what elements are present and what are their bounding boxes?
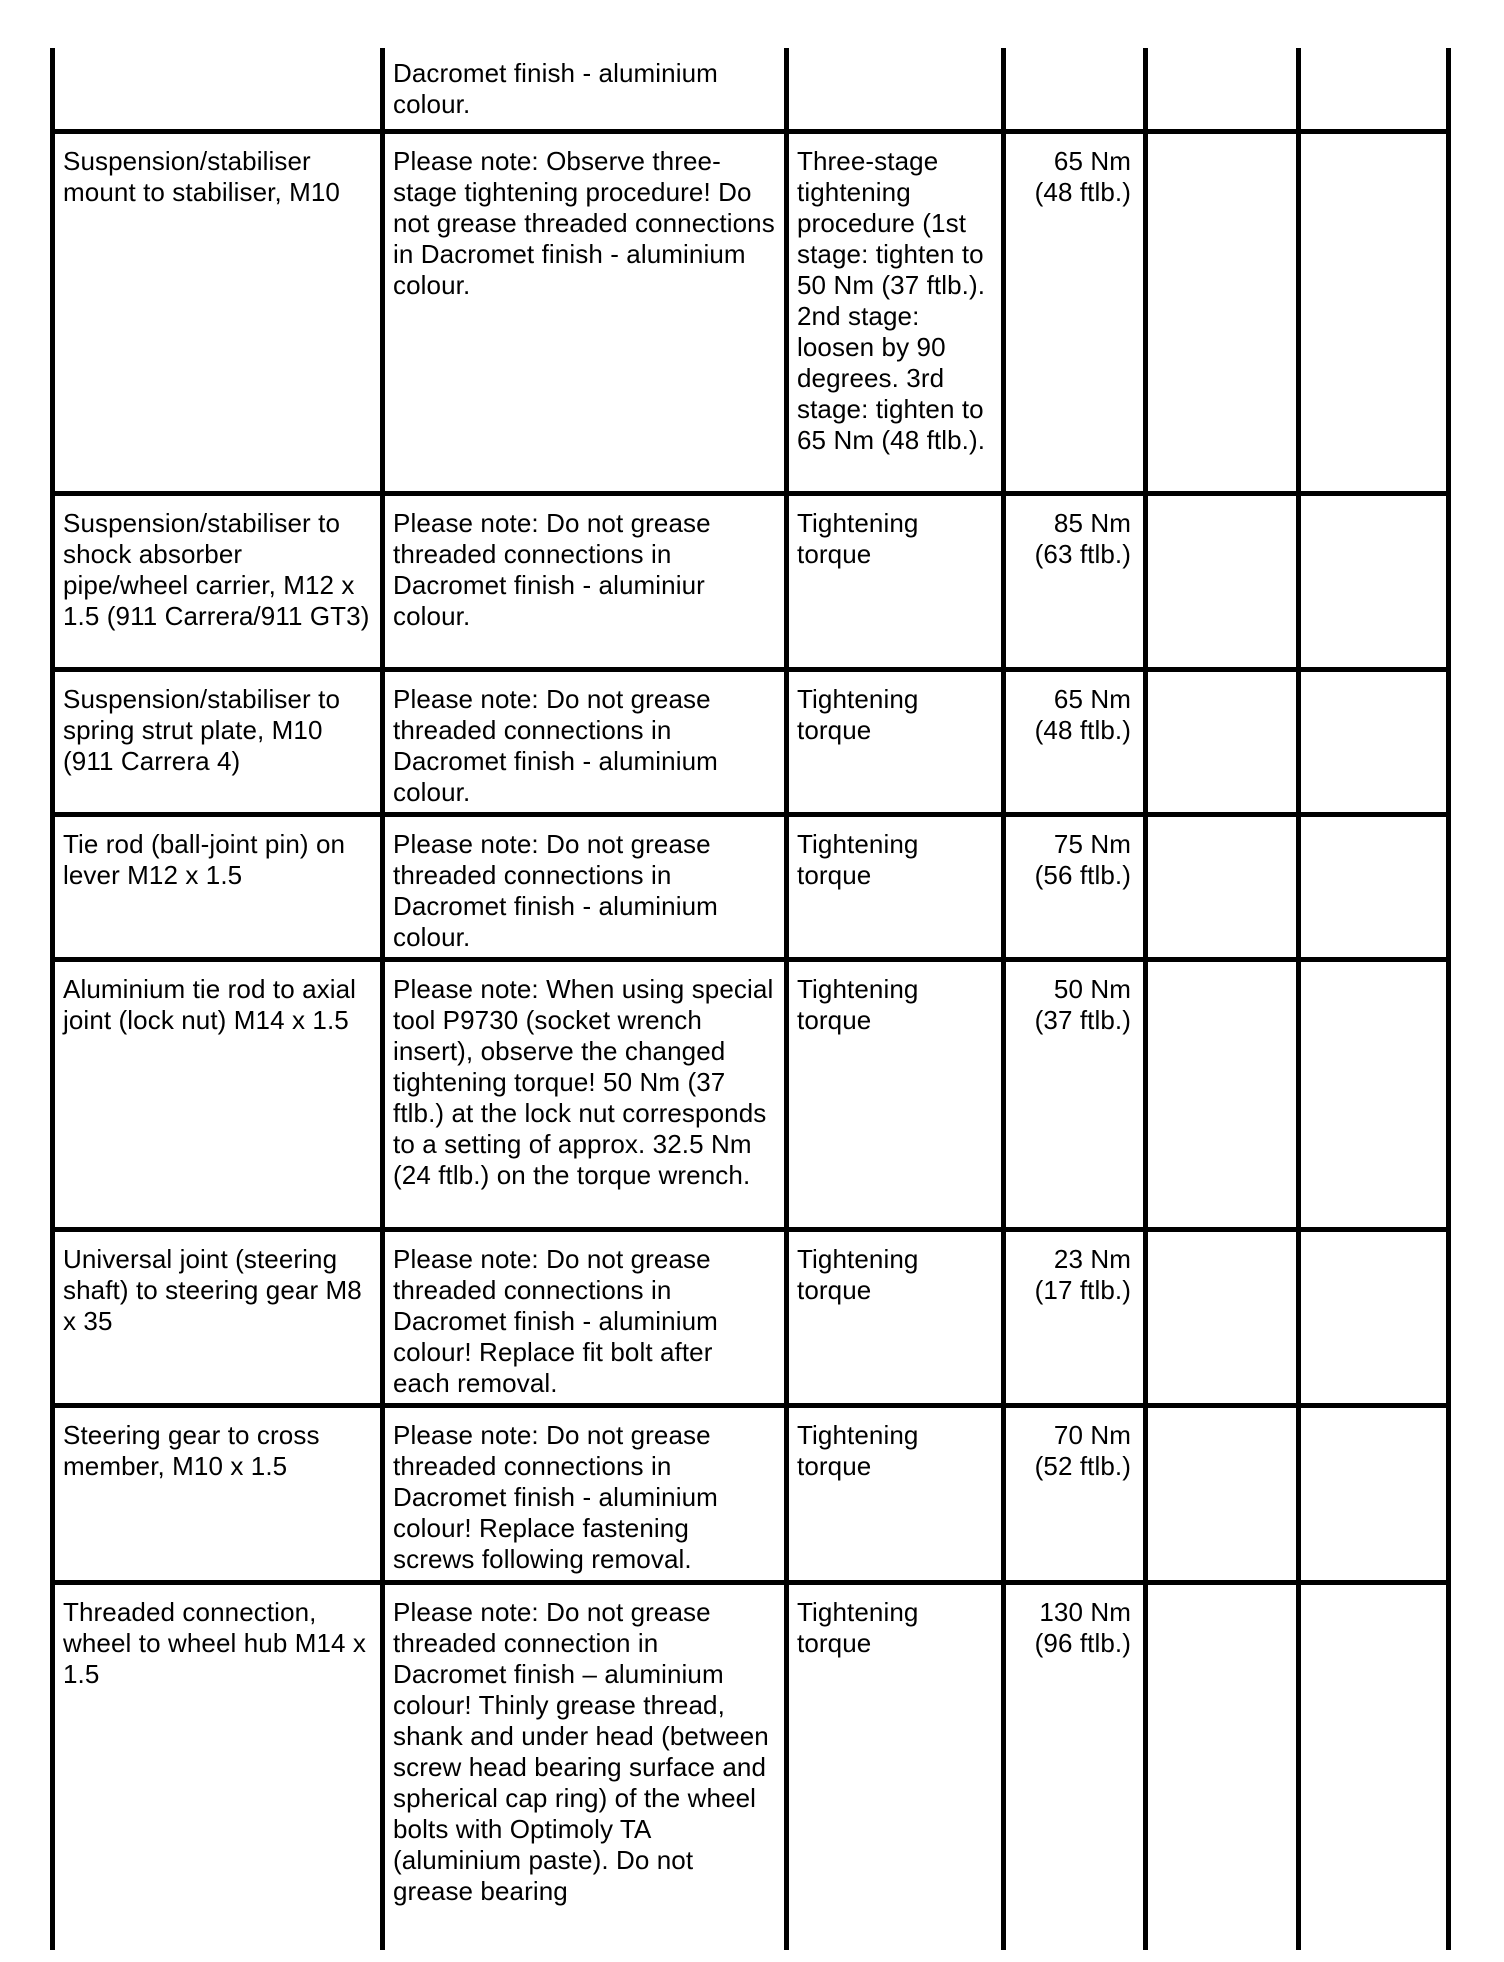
torque-value-cell — [1004, 959, 1146, 1229]
procedure-cell: Tightening torque — [787, 814, 1004, 959]
blank-cell — [1146, 1405, 1299, 1582]
blank-cell — [1146, 131, 1299, 493]
note-cell: Please note: Do not grease threaded connections in Dacromet finish - aluminiur colour. — [383, 493, 787, 669]
blank-cell — [1299, 131, 1449, 493]
blank-cell — [1146, 1582, 1299, 1950]
table-row — [53, 669, 1449, 814]
blank-cell — [1146, 959, 1299, 1229]
component-cell: Universal joint (steering shaft) to steering gear M8 x 35 — [53, 1229, 383, 1405]
torque-spec-table — [50, 48, 1451, 1950]
torque-nm: 23 Nm — [1053, 1243, 1131, 1274]
note-cell: Dacromet finish - aluminium colour. — [383, 48, 787, 131]
table-row — [53, 131, 1449, 493]
procedure-cell — [787, 48, 1004, 131]
component-cell: Suspension/stabiliser to spring strut plate, M10 (911 Carrera 4) — [53, 669, 383, 814]
table-row — [53, 814, 1449, 959]
blank-cell — [1146, 493, 1299, 669]
torque-nm: 85 Nm — [1053, 507, 1131, 538]
torque-nm: 65 Nm — [1053, 683, 1131, 714]
torque-ftlb: (17 ftlb.) — [1034, 1274, 1131, 1305]
table-row — [53, 48, 1449, 131]
procedure-cell: Three-stage tightening procedure (1st stage: tighten to 50 Nm (37 ftlb.). 2nd stage: loosen by 90 degrees. 3rd stage: tighten to 65 Nm (48 ftlb.). — [787, 131, 1004, 493]
torque-ftlb: (48 ftlb.) — [1034, 714, 1131, 745]
table-row — [53, 1405, 1449, 1582]
blank-cell — [1299, 1229, 1449, 1405]
procedure-cell: Tightening torque — [787, 1229, 1004, 1405]
note-cell: Please note: Observe three-stage tightening procedure! Do not grease threaded connections in Dacromet finish - aluminium colour. — [383, 131, 787, 493]
note-cell: Please note: Do not grease threaded connections in Dacromet finish - aluminium colour! Replace fastening screws following removal. — [383, 1405, 787, 1582]
blank-cell — [1299, 1582, 1449, 1950]
torque-value-cell — [1004, 669, 1146, 814]
torque-value-cell — [1004, 131, 1146, 493]
blank-cell — [1146, 814, 1299, 959]
blank-cell — [1299, 814, 1449, 959]
torque-value-cell — [1004, 493, 1146, 669]
component-cell: Aluminium tie rod to axial joint (lock nut) M14 x 1.5 — [53, 959, 383, 1229]
procedure-cell: Tightening torque — [787, 959, 1004, 1229]
table-row — [53, 493, 1449, 669]
table-row — [53, 1229, 1449, 1405]
torque-value-cell — [1004, 814, 1146, 959]
torque-nm: 70 Nm — [1053, 1419, 1131, 1450]
table-row — [53, 1582, 1449, 1950]
torque-ftlb: (48 ftlb.) — [1034, 176, 1131, 207]
procedure-cell: Tightening torque — [787, 669, 1004, 814]
blank-cell — [1146, 669, 1299, 814]
note-cell: Please note: Do not grease threaded connections in Dacromet finish - aluminium colour! Replace fit bolt after each removal. — [383, 1229, 787, 1405]
blank-cell — [1299, 1405, 1449, 1582]
note-cell: Please note: When using special tool P9730 (socket wrench insert), observe the changed tightening torque! 50 Nm (37 ftlb.) at the lock nut corresponds to a setting of approx. 32.5 Nm (24 ftlb.) on the torque wrench. — [383, 959, 787, 1229]
component-cell: Suspension/stabiliser to shock absorber pipe/wheel carrier, M12 x 1.5 (911 Carrera/911 GT3) — [53, 493, 383, 669]
blank-cell — [1299, 669, 1449, 814]
blank-cell — [1299, 48, 1449, 131]
torque-value-cell — [1004, 1405, 1146, 1582]
torque-value-cell — [1004, 48, 1146, 131]
torque-ftlb: (96 ftlb.) — [1034, 1627, 1131, 1658]
procedure-cell: Tightening torque — [787, 1582, 1004, 1950]
note-cell: Please note: Do not grease threaded connections in Dacromet finish - aluminium colour. — [383, 814, 787, 959]
blank-cell — [1299, 959, 1449, 1229]
torque-nm: 50 Nm — [1053, 973, 1131, 1004]
component-cell: Suspension/stabiliser mount to stabiliser, M10 — [53, 131, 383, 493]
component-cell: Tie rod (ball-joint pin) on lever M12 x 1.5 — [53, 814, 383, 959]
torque-ftlb: (56 ftlb.) — [1034, 859, 1131, 890]
procedure-cell: Tightening torque — [787, 493, 1004, 669]
component-cell — [53, 48, 383, 131]
table-row — [53, 959, 1449, 1229]
torque-ftlb: (37 ftlb.) — [1034, 1004, 1131, 1035]
torque-nm: 65 Nm — [1053, 145, 1131, 176]
note-cell: Please note: Do not grease threaded connections in Dacromet finish - aluminium colour. — [383, 669, 787, 814]
torque-value-cell — [1004, 1582, 1146, 1950]
blank-cell — [1299, 493, 1449, 669]
torque-nm: 75 Nm — [1053, 828, 1131, 859]
component-cell: Threaded connection, wheel to wheel hub M14 x 1.5 — [53, 1582, 383, 1950]
note-cell: Please note: Do not grease threaded connection in Dacromet finish – aluminium colour! Thinly grease thread, shank and under head (between screw head bearing surface and spherical cap ring) of the wheel bolts with Optimoly TA (aluminium paste). Do not grease bearing — [383, 1582, 787, 1950]
blank-cell — [1146, 48, 1299, 131]
torque-ftlb: (63 ftlb.) — [1034, 538, 1131, 569]
component-cell: Steering gear to cross member, M10 x 1.5 — [53, 1405, 383, 1582]
procedure-cell: Tightening torque — [787, 1405, 1004, 1582]
torque-ftlb: (52 ftlb.) — [1034, 1450, 1131, 1481]
torque-value-cell — [1004, 1229, 1146, 1405]
blank-cell — [1146, 1229, 1299, 1405]
torque-nm: 130 Nm — [1039, 1596, 1131, 1627]
